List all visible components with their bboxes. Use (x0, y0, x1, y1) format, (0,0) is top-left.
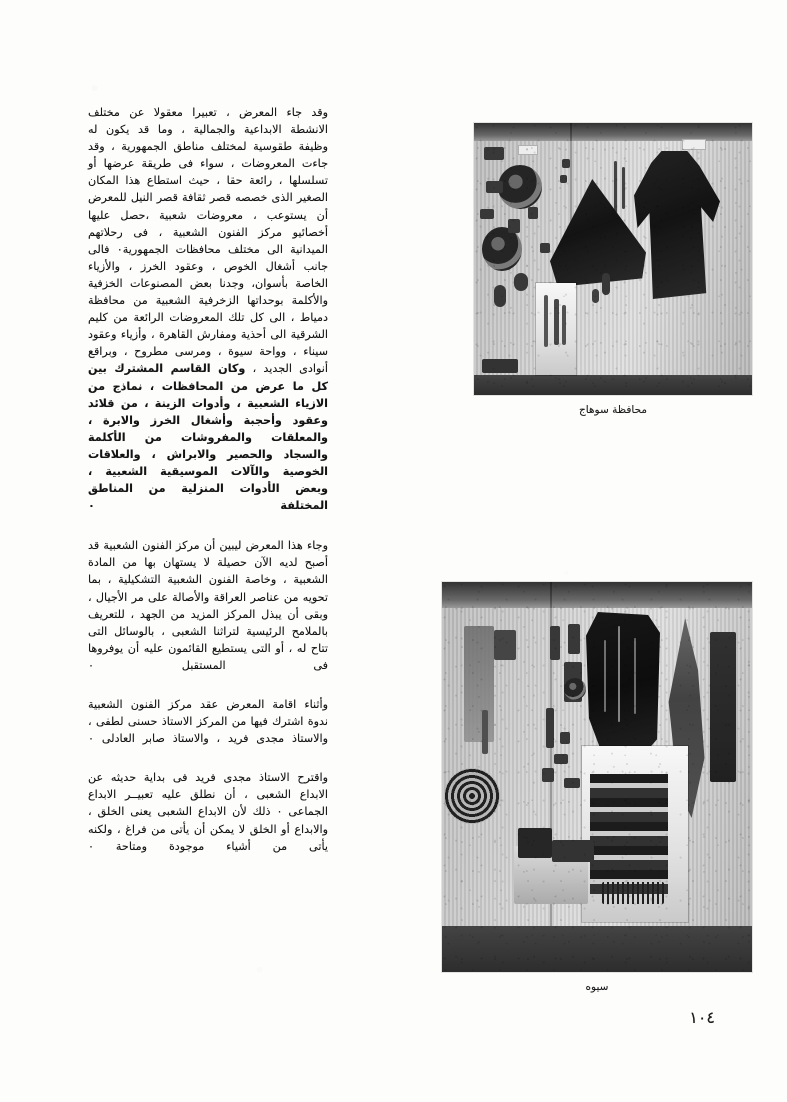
figure-sohag (474, 123, 752, 416)
photo-siwa-exhibit (442, 582, 752, 972)
photo-film-grain (442, 582, 752, 972)
paragraph-exhibition-expression (88, 104, 328, 514)
paragraph-bold-run: وكان القاسم المشترك بين كل ما عرض من المحافظات ، نماذج من الازياء الشعبية ، وأدوات الزينة ، من قلائد وعقود وأحجبة وأشغال الخرز والابرة ، والمعلقات والمفروشات من الأكلمة والسجاد والحصير والابراش ، والعلاقات الخوصية والآلات الموسيقية الشعبية ، وبعض الأدوات المنزلية من المناطق المختلفة ٠ (88, 362, 328, 513)
paragraph-magdy-farid-proposal: واقترح الاستاذ مجدى فريد فى بداية حديثه عن الابداع الشعبى ، أن نطلق عليه تعبيــر الابداع الجماعى ٠ ذلك لأن الابداع الشعبى يعنى الخلق ، والابداع أو الخلق لا يمكن أن يأتى من فراغ ، ولكنه يأتى من أشياء موجودة ومتاحة ٠ (88, 771, 329, 853)
paragraph-body-text: وقد جاء المعرض ، تعبيرا معقولا عن مختلف الانشطة الابداعية والجمالية ، وما قد يكون له وظيفة طقوسية لمختلف مناطق الجمهورية ، وقد جاءت المعروضات ، سواء فى طريقة عرضها أو تسلسلها ، رائعة حقا ، حيث استطاع هذا المكان الصغير الذى خصصه قصر ثقافة قصر النيل للمعرض أن يستوعب ، معروضات شعبية ،حصل عليها أخصائيو مركز الفنون الشعبية ، فى رحلاتهم الميدانية الى مختلف محافظات الجمهورية٠ فالى جانب أشغال الخوص ، وعقود الخرز ، والأزياء الخاصة بأسوان، وجدنا بعض المصنوعات الخزفية والأكلمة بوحداتها الزخرفية الشعبية من محافظة دمياط ، الى كل تلك المعروضات الرائعة من كليم الشرقية الى أحذية ومفارش القاهرة ، وأزياء وعقود سيناء ، وواحة سيوة ، ومرسى مطروح ، وبراقع أنوادى الجديد ، (88, 106, 329, 376)
paragraph-seminar: وأثناء اقامة المعرض عقد مركز الفنون الشعبية ندوة اشترك فيها من المركز الاستاذ حسنى لطفى ، والاستاذ مجدى فريد ، والاستاذ صابر العادلى ٠ (88, 698, 328, 746)
photo-film-grain (474, 123, 752, 395)
figure-caption-sohag: محافظة سوهاج (579, 404, 647, 416)
photo-sohag-exhibit (474, 123, 752, 395)
paragraph-centre-aims: وجاء هذا المعرض ليبين أن مركز الفنون الشعبية قد أصبح لديه الآن حصيلة لا يستهان بها من المادة الشعبية ، وخاصة الفنون الشعبية التشكيلية ، بما تحويه من عناصر العراقة والأصالة على مر الأجيال ، وبقى أن يبذل المركز المزيد من الجهد ، للتعريف بالملامح الرئيسية لتراثنا الشعبى ، بالوسائل التى تتاح له ، أو التى يستطيع القائمون عليه أن يوفروها فى المستقبل ٠ (88, 539, 328, 672)
figure-caption-siwa: سيوه (585, 981, 609, 993)
page-number: ١٠٤ (689, 1008, 715, 1027)
figure-siwa (442, 582, 752, 993)
article-text-column (88, 104, 328, 855)
